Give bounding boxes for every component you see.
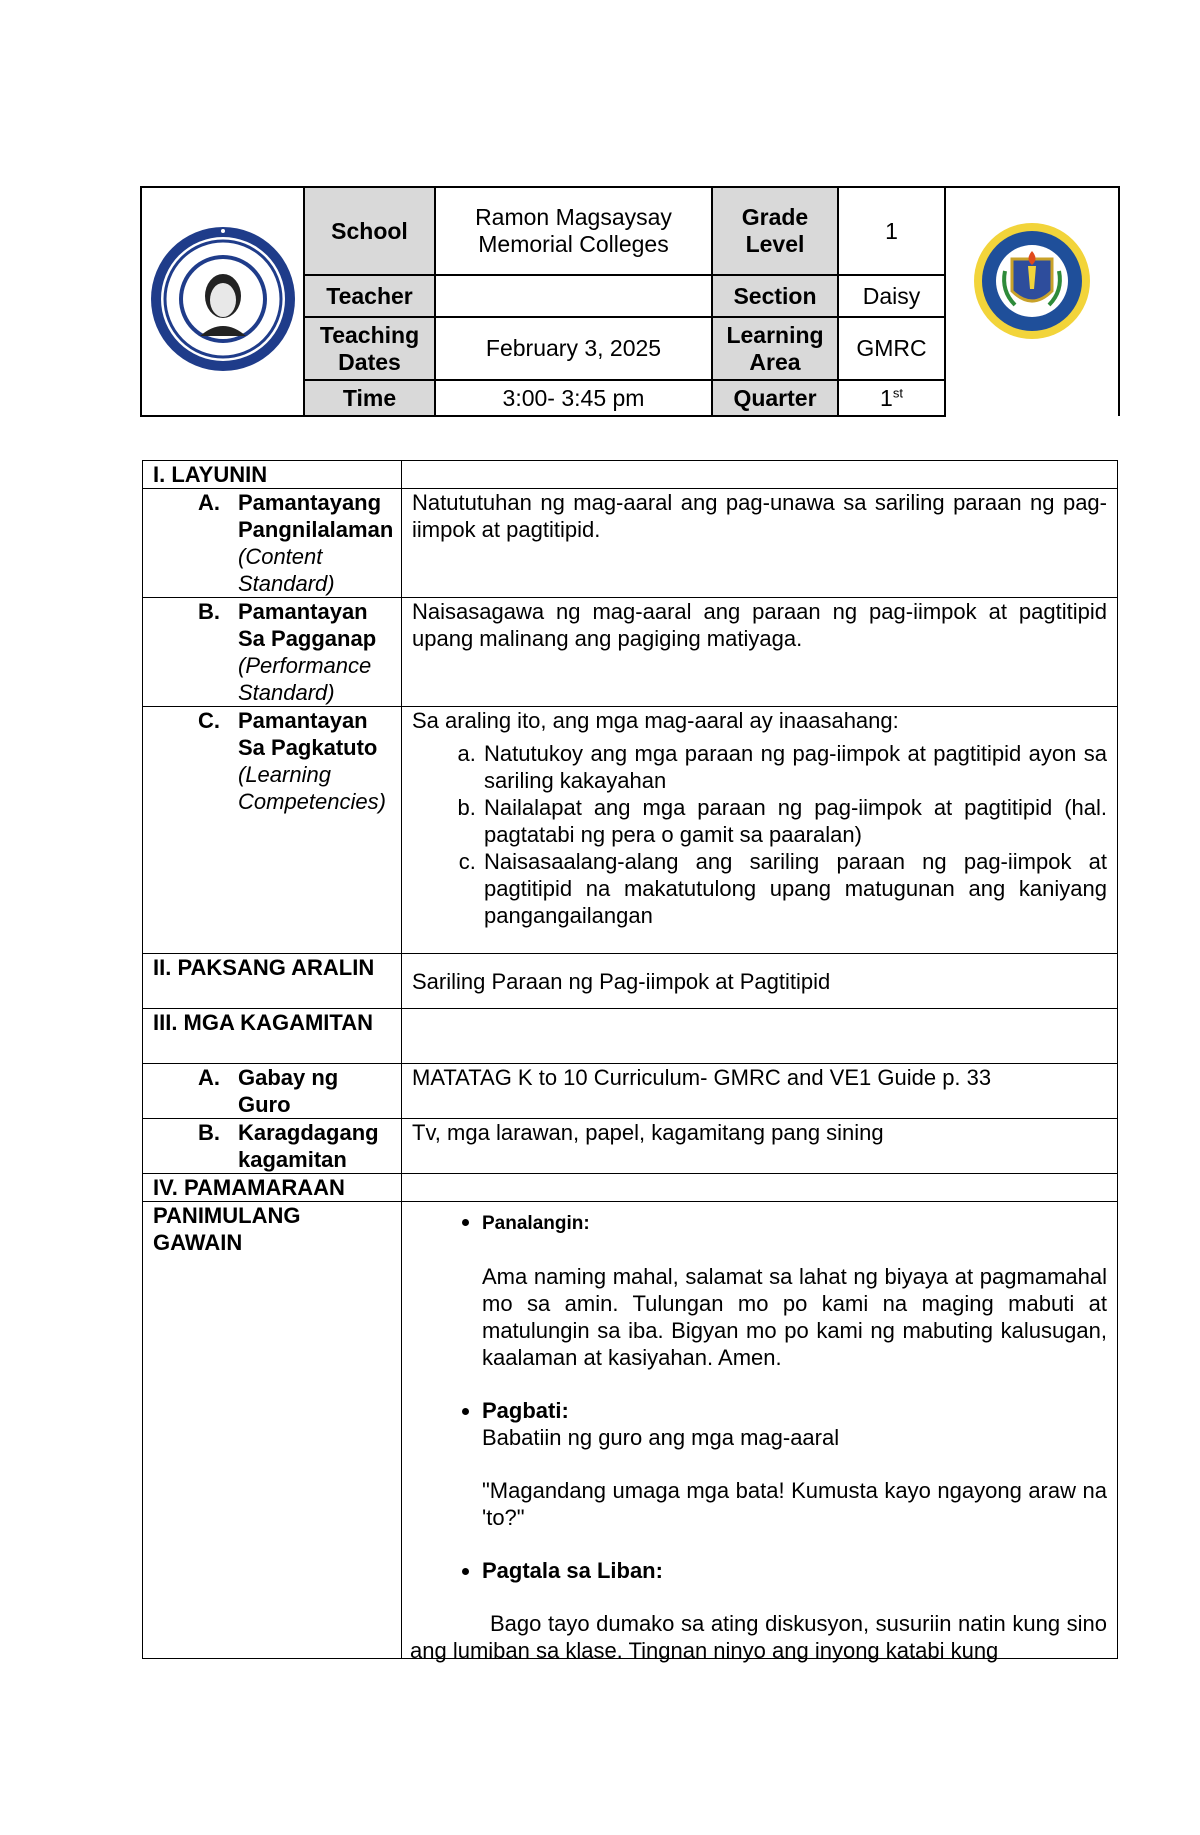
header-table	[140, 186, 1120, 417]
school-seal-logo	[148, 224, 298, 374]
layunin-row	[143, 461, 1118, 489]
panimulang-gawain-row	[143, 1202, 1118, 1659]
school-logo-cell	[141, 187, 304, 416]
college-logo-cell	[945, 187, 1119, 380]
lesson-table	[142, 460, 1118, 1663]
panimula-list	[412, 1208, 1107, 1584]
quarter-label: Quarter	[712, 380, 838, 416]
section-value: Daisy	[838, 275, 945, 317]
competency-item: c. Naisasaalang-alang ang sariling paraan ng pag-iimpok at pagtitipid na makatutulong upang matugunan ang kaniyang pangangailangan	[482, 848, 1107, 929]
learning-competencies-row	[143, 707, 1118, 954]
kagamitan-title: III. MGA KAGAMITAN	[143, 1009, 402, 1064]
time-value: 3:00- 3:45 pm	[435, 380, 712, 416]
competency-item: b. Nailalapat ang mga paraan ng pag-iimpok at pagtitipid (hal. pagtatabi ng pera o gamit sa paaralan)	[482, 794, 1107, 848]
pamamaraan-row	[143, 1174, 1118, 1202]
panimulang-gawain-title: PANIMULANG GAWAIN	[143, 1202, 402, 1659]
panalangin-item	[482, 1208, 1107, 1371]
teaching-dates-value: February 3, 2025	[435, 317, 712, 380]
paksang-aralin-row	[143, 954, 1118, 1009]
learning-area-value: GMRC	[838, 317, 945, 380]
teaching-dates-label: Teaching Dates	[304, 317, 435, 380]
quarter-suffix: st	[892, 384, 903, 400]
grade-level-value: 1	[838, 187, 945, 275]
quarter-number: 1	[880, 384, 893, 411]
content-standard-label: A. Pamantayang Pangnilalaman (Content Standard)	[198, 490, 394, 596]
performance-standard-label: B. Pamantayan Sa Pagganap (Performance Standard)	[198, 599, 377, 705]
pagbati-text: Babatiin ng guro ang mga mag-aaral	[482, 1425, 840, 1450]
karagdagang-kagamitan-label: B. Karagdagang kagamitan	[198, 1120, 379, 1172]
pagtala-title: • Pagtala sa Liban:	[482, 1558, 663, 1583]
karagdagang-kagamitan-row	[143, 1119, 1118, 1174]
competencies-list	[412, 740, 1107, 929]
kagamitan-row	[143, 1009, 1118, 1064]
header-blank-cell	[945, 380, 1119, 416]
school-label: School	[304, 187, 435, 275]
teacher-label: Teacher	[304, 275, 435, 317]
time-label: Time	[304, 380, 435, 416]
gabay-guro-label: A. Gabay ng Guro	[198, 1065, 339, 1117]
paksang-aralin-title: II. PAKSANG ARALIN	[143, 954, 402, 1009]
content-standard-row	[143, 489, 1118, 598]
college-seal-logo	[955, 221, 1110, 341]
competencies-intro: Sa araling ito, ang mga mag-aaral ay inaasahang:	[412, 708, 899, 733]
performance-standard-row	[143, 598, 1118, 707]
teacher-value	[435, 275, 712, 317]
pamamaraan-empty	[402, 1174, 1118, 1202]
content-standard-text: Natututuhan ng mag-aaral ang pag-unawa sa sariling paraan ng pag-iimpok at pagtitipid.	[402, 489, 1118, 598]
section-label: Section	[712, 275, 838, 317]
layunin-empty	[402, 461, 1118, 489]
panalangin-title: • Panalangin:	[482, 1213, 590, 1234]
layunin-title: I. LAYUNIN	[143, 461, 402, 489]
competency-item: a. Natutukoy ang mga paraan ng pag-iimpok at pagtitipid ayon sa sariling kakayahan	[482, 740, 1107, 794]
gabay-guro-row	[143, 1064, 1118, 1119]
kagamitan-empty	[402, 1009, 1118, 1064]
learning-area-label: Learning Area	[712, 317, 838, 380]
pagbati-greeting: "Magandang umaga mga bata! Kumusta kayo ngayong araw na 'to?"	[482, 1478, 1107, 1530]
grade-level-label: Grade Level	[712, 187, 838, 275]
karagdagang-kagamitan-value: Tv, mga larawan, papel, kagamitang pang sining	[402, 1119, 1118, 1174]
panalangin-text: Ama naming mahal, salamat sa lahat ng biyaya at pagmamahal mo sa amin. Tulungan mo po kami na maging mabuti at matulungin sa iba. Bigyan mo po kami ng mabuting kalusugan, kaalaman at kasiyahan. Amen.	[482, 1264, 1107, 1370]
quarter-value	[838, 380, 945, 416]
pagtala-item	[482, 1557, 1107, 1584]
gabay-guro-value: MATATAG K to 10 Curriculum- GMRC and VE1 Guide p. 33	[402, 1064, 1118, 1119]
pamamaraan-title: IV. PAMAMARAAN	[143, 1174, 402, 1202]
performance-standard-text: Naisasagawa ng mag-aaral ang paraan ng pag-iimpok at pagtitipid upang malinang ang pagiging matiyaga.	[402, 598, 1118, 707]
paksang-aralin-value: Sariling Paraan ng Pag-iimpok at Pagtitipid	[402, 954, 1118, 1009]
pagbati-title: • Pagbati:	[482, 1398, 569, 1423]
pagtala-text: Bago tayo dumako sa ating diskusyon, susuriin natin kung sino ang lumiban sa klase. Tingnan ninyo ang inyong katabi kung	[410, 1611, 1107, 1663]
school-value: Ramon Magsaysay Memorial Colleges	[435, 187, 712, 275]
learning-competencies-label: C. Pamantayan Sa Pagkatuto (Learning Competencies)	[198, 708, 386, 814]
pagbati-item	[482, 1397, 1107, 1531]
